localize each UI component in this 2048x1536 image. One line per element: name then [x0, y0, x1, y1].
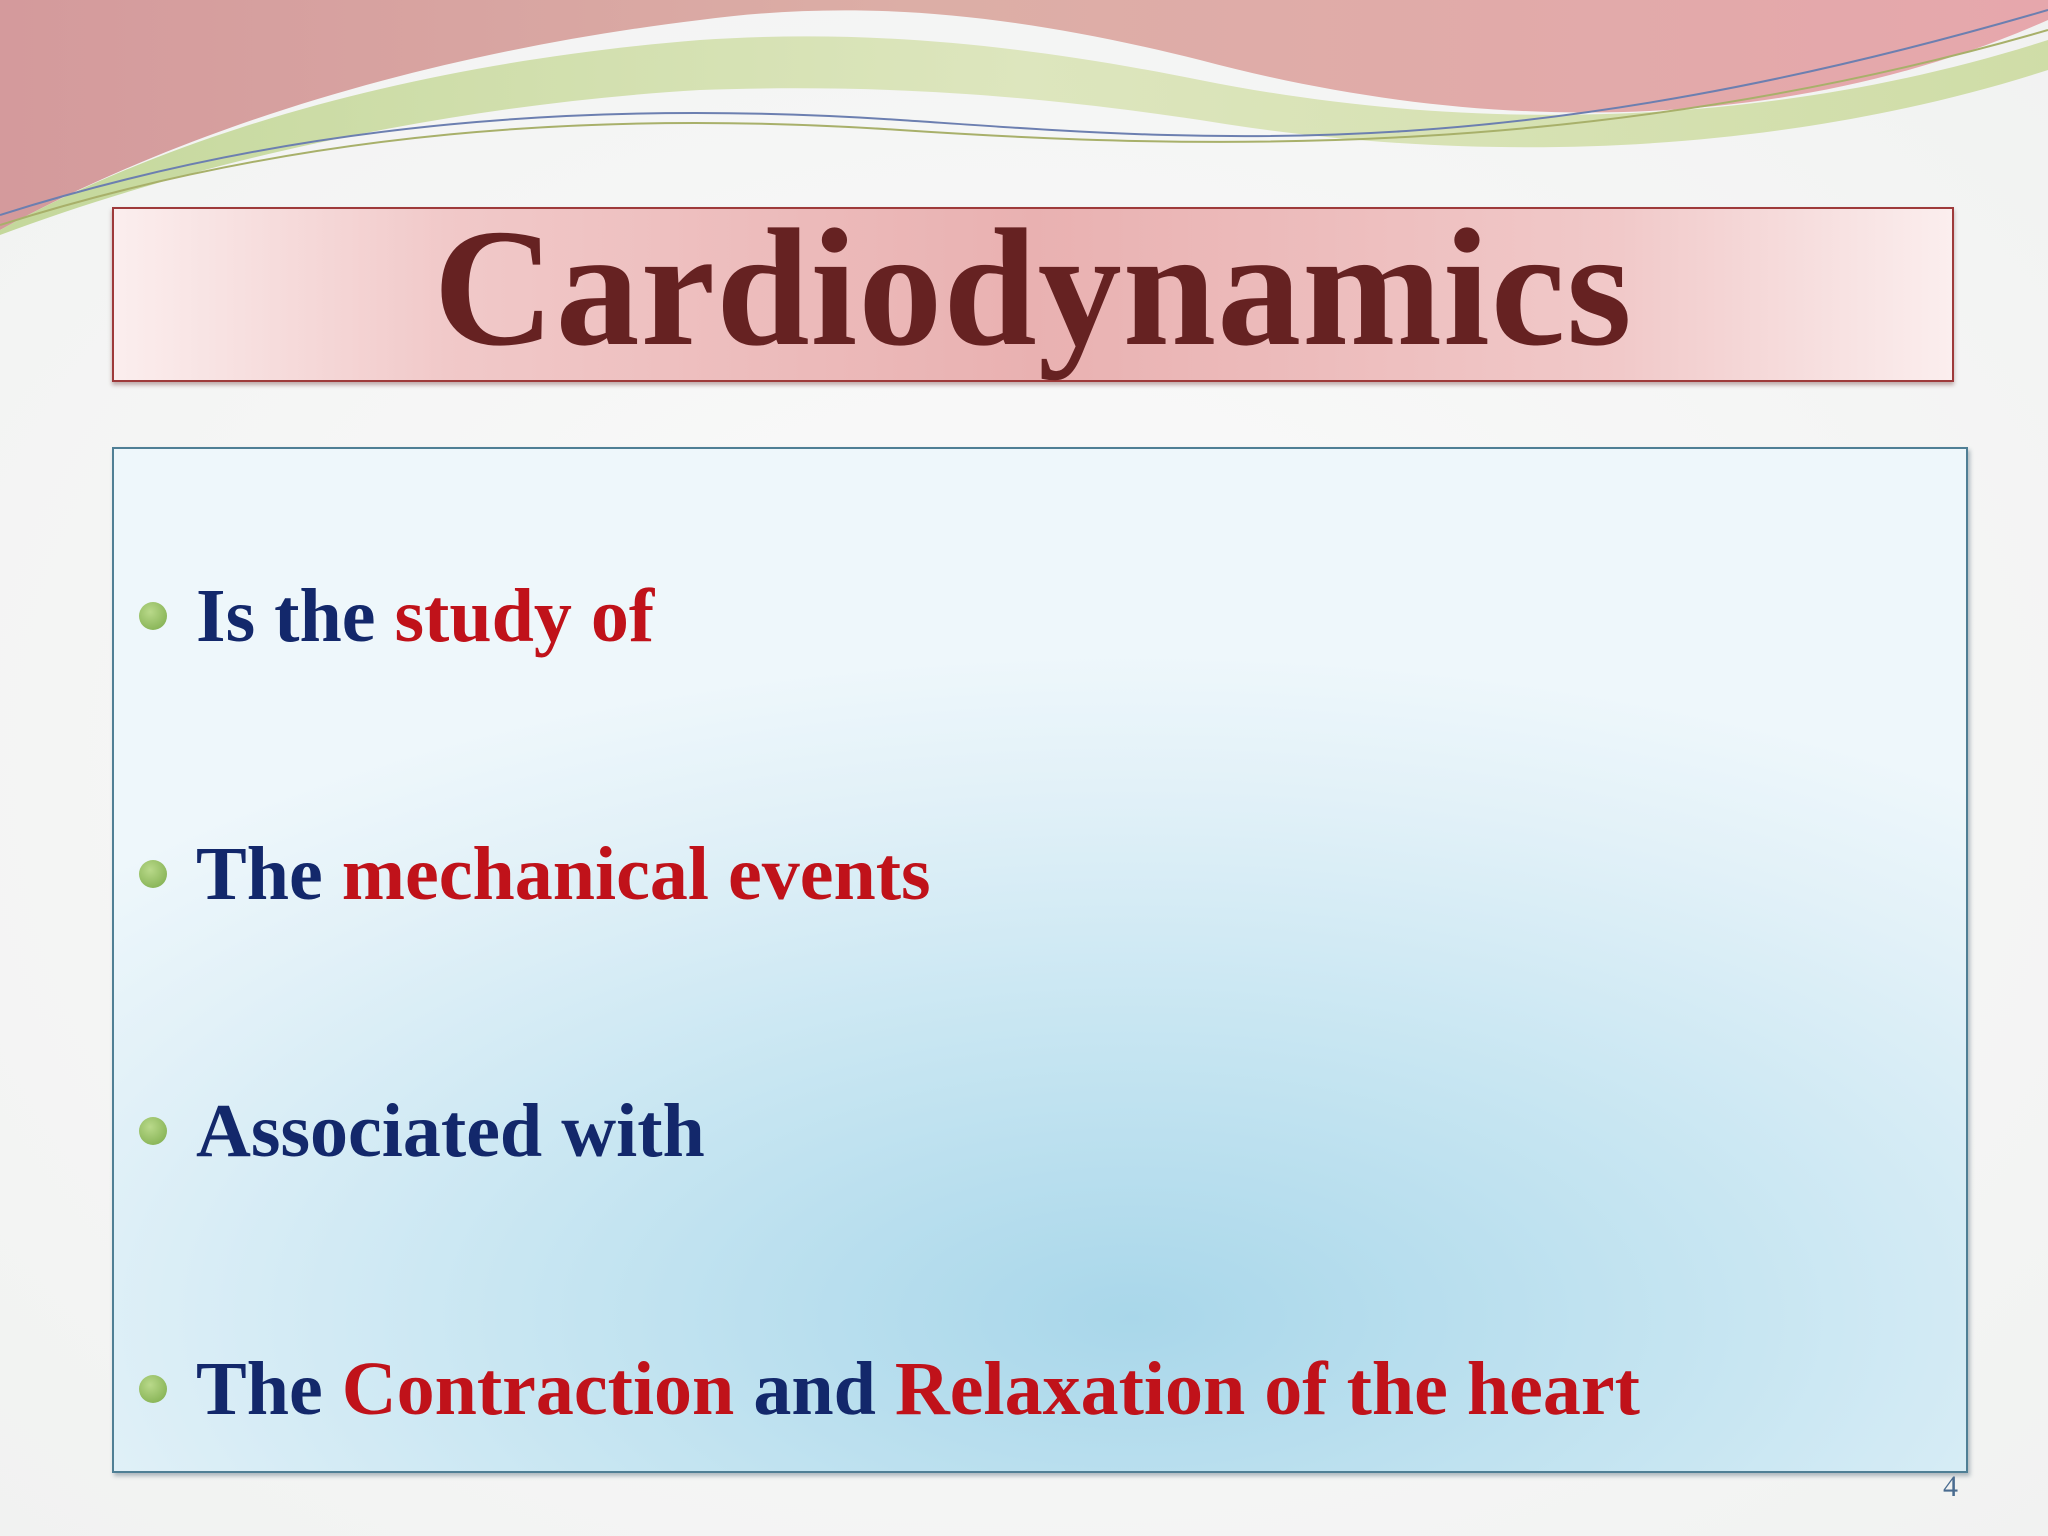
- bullet-text: [196, 829, 931, 919]
- text-segment-highlight: mechanical events: [341, 832, 931, 916]
- bullet-dot-icon: [139, 1117, 167, 1145]
- text-segment: Associated with: [196, 1089, 705, 1173]
- bullet-dot-icon: [139, 860, 167, 888]
- bullet-text: [196, 571, 654, 661]
- text-segment-highlight: Contraction: [341, 1347, 735, 1431]
- bullet-dot-icon: [139, 602, 167, 630]
- bullet-dot-icon: [139, 1375, 167, 1403]
- text-segment-highlight: study of: [394, 574, 655, 658]
- content-box: [112, 447, 1968, 1473]
- bullet-text: [196, 1344, 1640, 1434]
- text-segment-highlight: Relaxation of the heart: [894, 1347, 1640, 1431]
- bullet-text: [196, 1086, 705, 1176]
- text-segment: Is the: [196, 574, 395, 658]
- text-segment: The: [196, 832, 342, 916]
- title-box: [112, 194, 1954, 382]
- text-segment: and: [734, 1347, 895, 1431]
- slide-title: Cardiodynamics: [433, 194, 1633, 381]
- text-segment: The: [196, 1347, 342, 1431]
- page-number: 4: [1943, 1470, 1958, 1503]
